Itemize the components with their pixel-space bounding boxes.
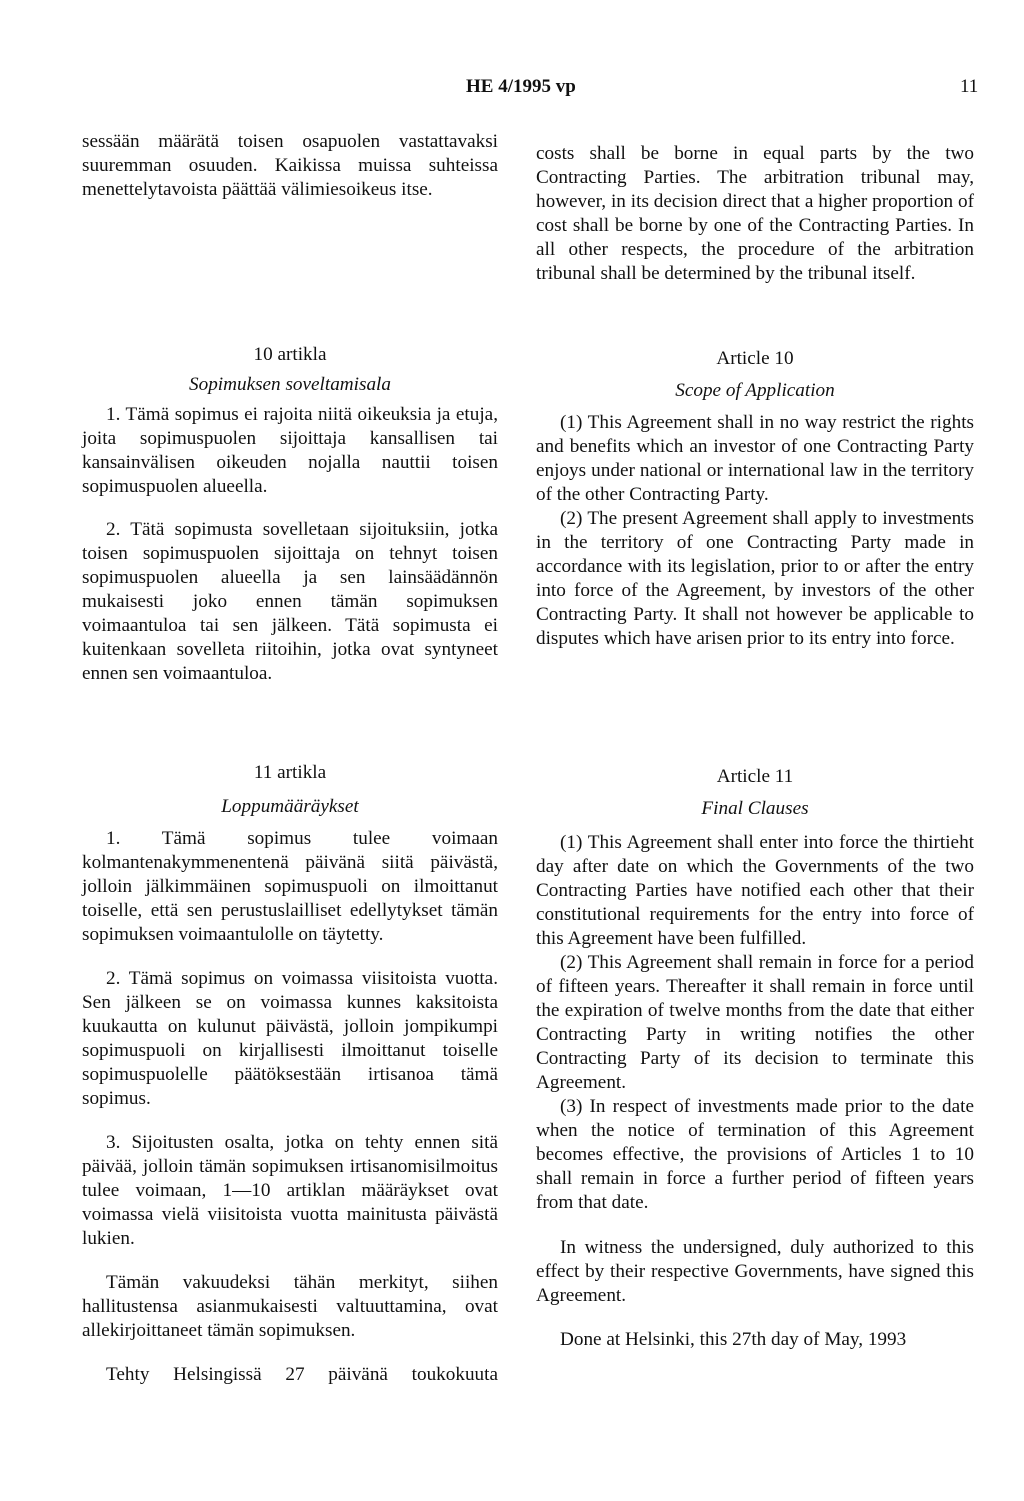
en-article-10-heading: Article 10 (716, 348, 794, 369)
fi-article-10 (82, 343, 498, 686)
fi-article-10-p1: 1. Tämä sopimus ei rajoita niitä oikeuksia ja etuja, joita sopimuspuolen sijoittaja kansallisen tai kansainvälisen oikeuden nojalla nauttii toisen sopimuspuolen alueella. (82, 404, 498, 497)
fi-article-10-p2: 2. Tätä sopimusta sovelletaan sijoituksiin, jotka toisen sopimuspuolen sijoittaja on tehnyt toisen sopimuspuolen alueella ja sen lainsäädännön mukaisesti joko ennen tämän sopimuksen voimaantuloa tai sen jälkeen. Tätä sopimusta ei kuitenkaan sovelleta riitoihin, jotka ovat syntyneet ennen sen voimaantuloa. (82, 519, 498, 684)
fi-article-11-heading: 11 artikla (253, 762, 327, 783)
fi-intro-paragraph: sessään määrätä toisen osapuolen vastattavaksi suuremman osuuden. Kaikissa muissa suhteissa menettelytavoista päättää välimiesoikeus itse. (82, 131, 498, 200)
fi-intro (82, 130, 498, 202)
en-intro (536, 142, 974, 286)
en-intro-paragraph: costs shall be borne in equal parts by the two Contracting Parties. The arbitration tribunal may, however, in its decision direct that a higher proportion of cost shall be borne by one of the Contracting Parties. In all other respects, the procedure of the arbitration tribunal shall be determined by the tribunal itself. (536, 143, 974, 284)
en-article-10-p2: (2) The present Agreement shall apply to investments in the territory of one Contracting Party made in accordance with its legislation, prior to or after the entry into force of the Agreement, by investors of the other Contracting Party. It shall not however be applicable to disputes which have arisen prior to its entry into force. (536, 508, 974, 649)
fi-article-11-title: Loppumääräykset (221, 796, 359, 817)
fi-article-11 (82, 761, 498, 1387)
en-done: Done at Helsinki, this 27th day of May, 1993 (560, 1329, 907, 1350)
en-article-10 (536, 347, 974, 651)
fi-article-11-p3: 3. Sijoitusten osalta, jotka on tehty ennen sitä päivää, jolloin tämän sopimuksen irtisanomisilmoitus tulee voimaan, 1—10 artiklan määräykset ovat voimassa vielä viisitoista vuotta mainitusta päivästä lukien. (82, 1132, 498, 1249)
fi-article-11-p2: 2. Tämä sopimus on voimassa viisitoista vuotta. Sen jälkeen se on voimassa kunnes kaksitoista kuukautta on kulunut päivästä, jolloin jompikumpi sopimuspuoli on kirjallisesti ilmoittanut toiselle sopimuspuolelle päätöksestään irtisanoa tämä sopimus. (82, 968, 498, 1109)
en-witness: In witness the undersigned, duly authorized to this effect by their respective Governments, have signed this Agreement. (536, 1237, 974, 1306)
en-article-11 (536, 765, 974, 1352)
fi-article-11-p1: 1. Tämä sopimus tulee voimaan kolmantenakymmenentenä päivänä siitä päivästä, jolloin jälkimmäinen sopimuspuoli on ilmoittanut toiselle, että sen perustuslailliset edellytykset tämän sopimuksen voimaantulolle on täytetty. (82, 828, 498, 945)
fi-article-10-heading: 10 artikla (253, 344, 327, 365)
en-article-11-p2: (2) This Agreement shall remain in force for a period of fifteen years. Thereafter it shall remain in force until the expiration of twelve months from the date that either Contracting Party in writing notifies the other Contracting Party of its decision to terminate this Agreement. (536, 952, 974, 1093)
en-article-11-p1: (1) This Agreement shall enter into force the thirtieht day after date on which the Governments of the two Contracting Parties have notified each other that their constitutional requirements for the entry into force of this Agreement have been fulfilled. (536, 832, 974, 949)
fi-witness: Tämän vakuudeksi tähän merkityt, siihen hallitustensa asianmukaisesti valtuuttamina, ovat allekirjoittaneet tämän sopimuksen. (82, 1272, 498, 1341)
en-article-11-p3: (3) In respect of investments made prior to the date when the notice of termination of this Agreement becomes effective, the provisions of Articles 1 to 10 shall remain in force a further period of fifteen years from that date. (536, 1096, 974, 1213)
page-number: 11 (960, 76, 979, 97)
en-article-10-title: Scope of Application (675, 380, 835, 401)
fi-done: Tehty Helsingissä 27 päivänä toukokuuta (106, 1364, 498, 1385)
en-article-11-heading: Article 11 (716, 766, 794, 787)
en-article-11-title: Final Clauses (701, 798, 809, 819)
en-article-10-p1: (1) This Agreement shall in no way restrict the rights and benefits which an investor of one Contracting Party enjoys under national or international law in the territory of the other Contracting Party. (536, 412, 974, 505)
running-header: HE 4/1995 vp (466, 76, 576, 97)
fi-article-10-title: Sopimuksen soveltamisala (189, 374, 391, 395)
